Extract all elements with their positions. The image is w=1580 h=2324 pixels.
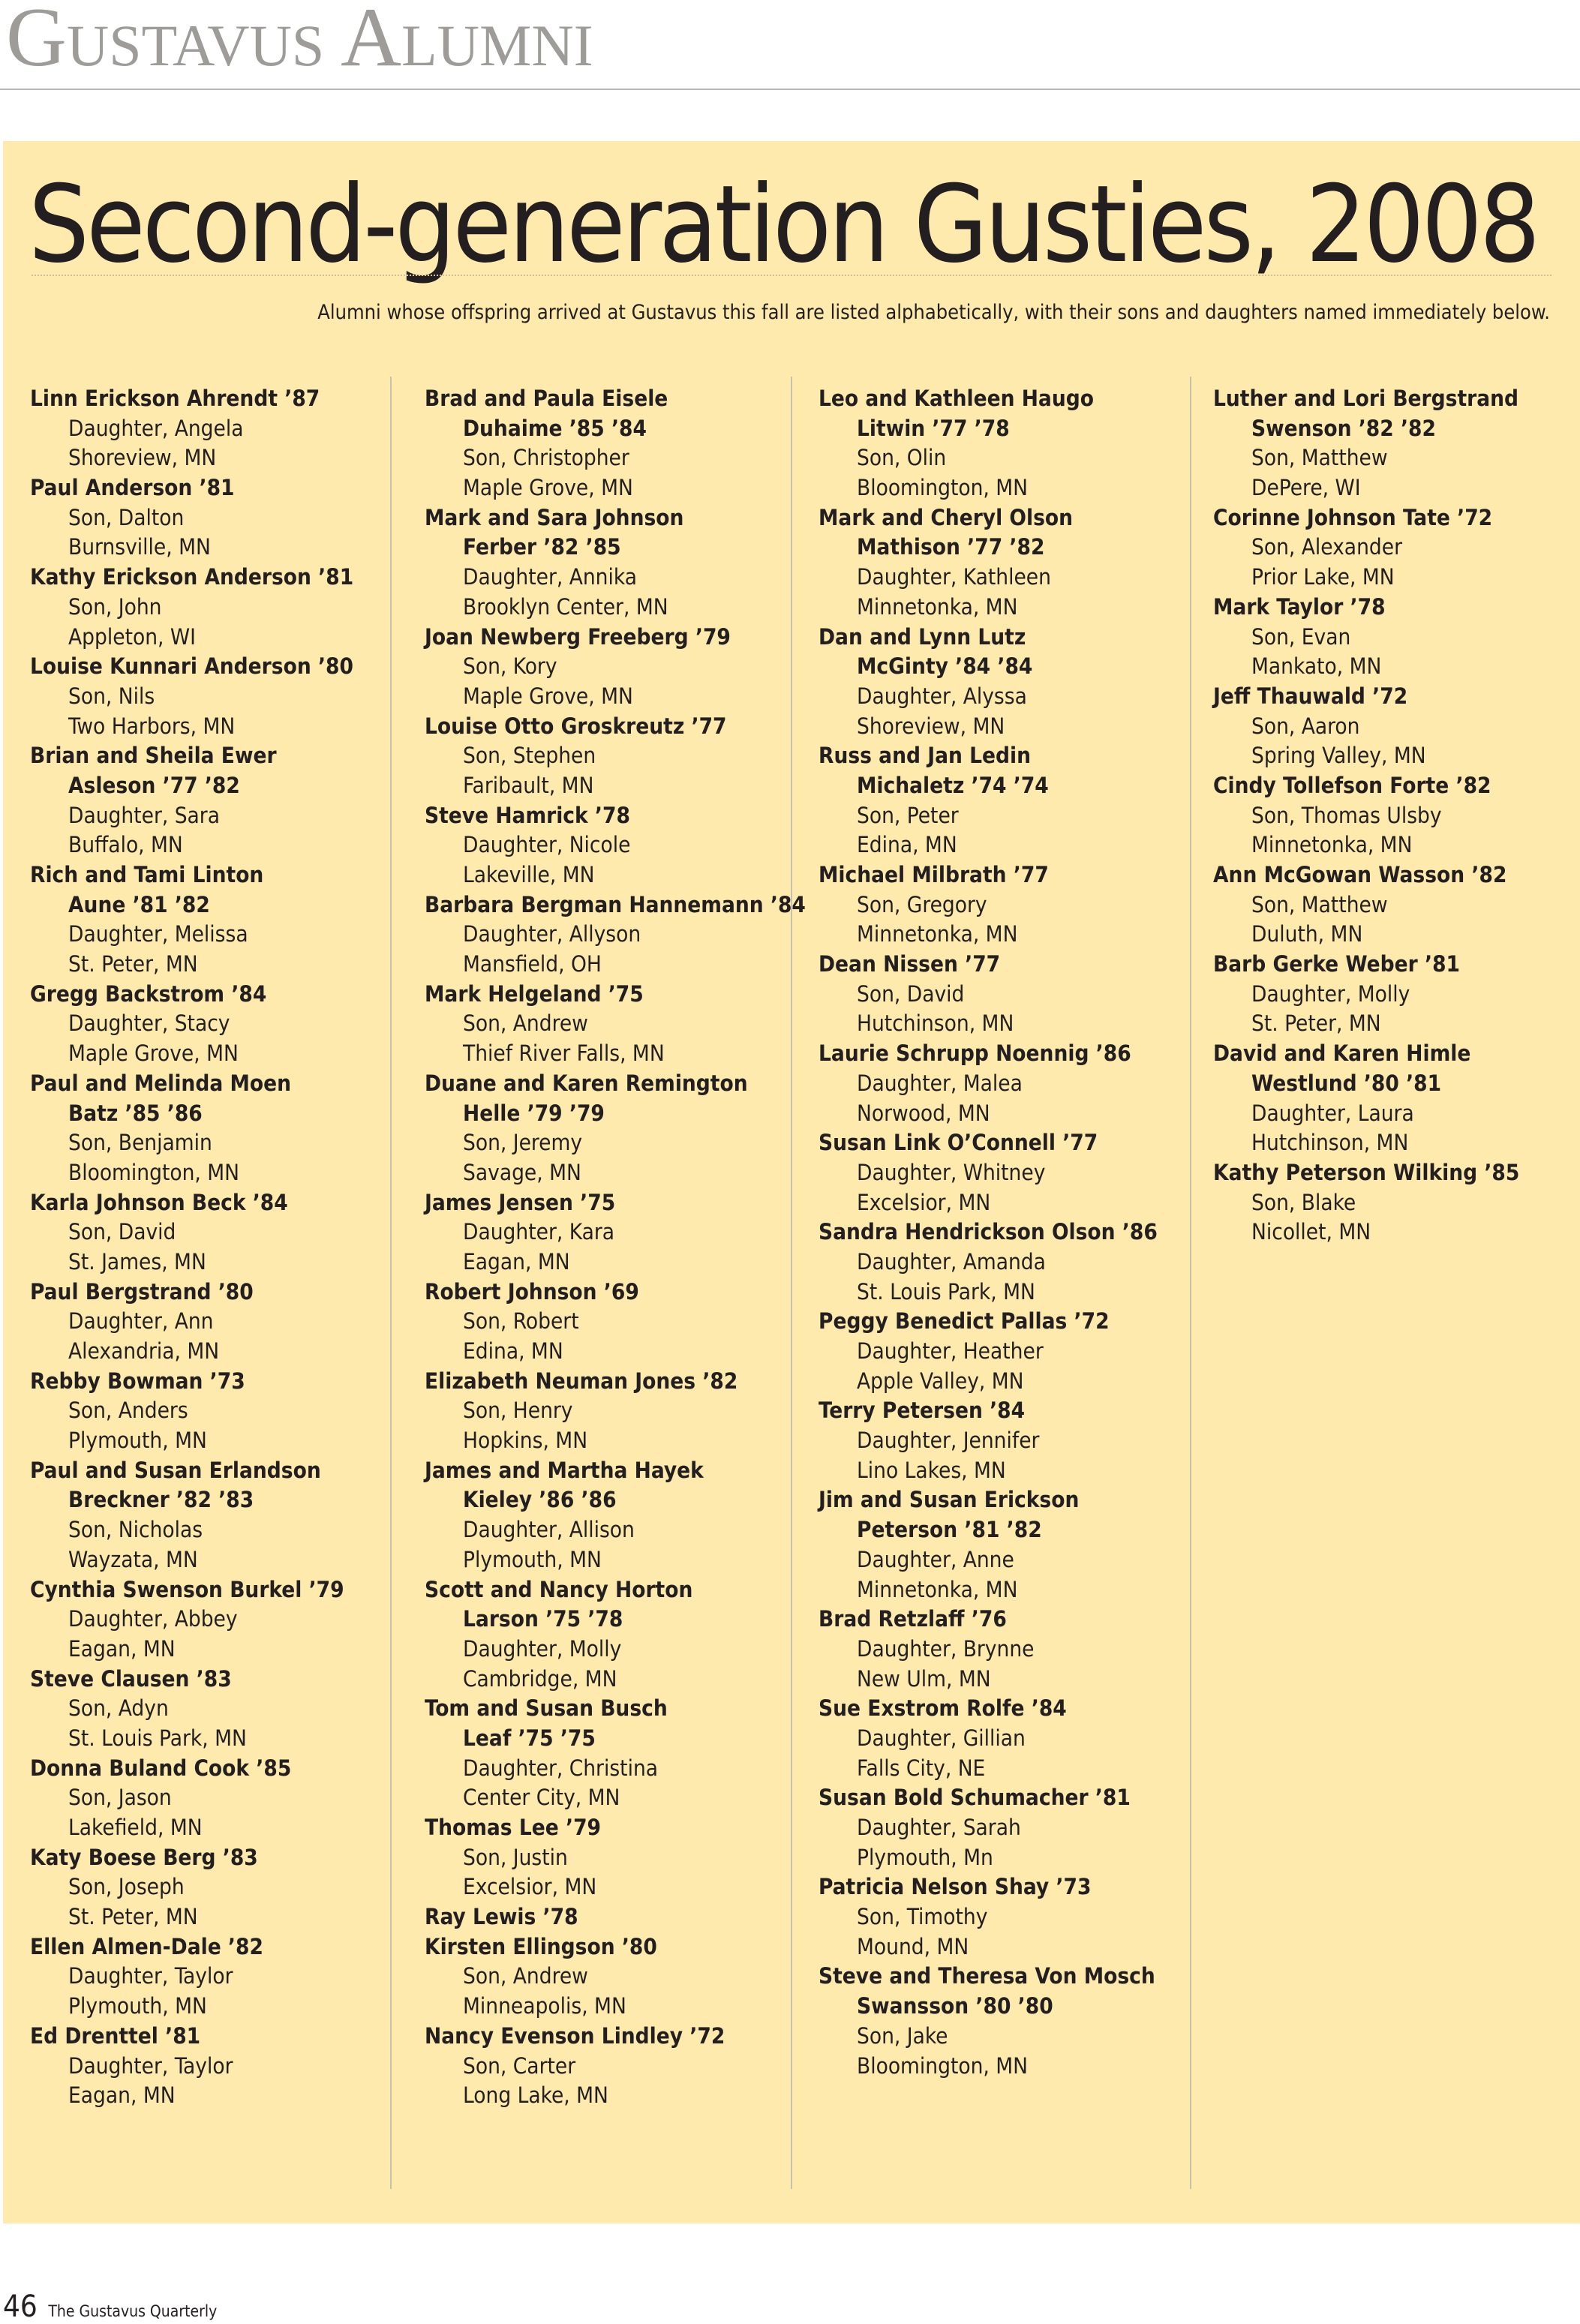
alumni-entry (1213, 860, 1580, 950)
parent-name: Robert Johnson ’69 (425, 1278, 639, 1305)
parent-name-continued: Asleson ’77 ’82 (68, 772, 240, 798)
parent-name-continued: Ferber ’82 ’85 (463, 534, 621, 560)
hometown: Mankato, MN (1251, 653, 1382, 680)
parent-name: Louise Otto Groskreutz ’77 (425, 713, 727, 739)
child-name: Daughter, Molly (463, 1635, 622, 1662)
alumni-entry (425, 1456, 800, 1575)
alumni-entry (819, 1128, 1194, 1218)
child-name: Daughter, Nicole (463, 832, 631, 858)
child-name: Daughter, Jennifer (857, 1428, 1040, 1454)
parent-name-continued: McGinty ’84 ’84 (857, 653, 1033, 680)
hometown: Burnsville, MN (68, 534, 211, 560)
parent-name: Barb Gerke Weber ’81 (1213, 951, 1461, 977)
alumni-entry (819, 1694, 1194, 1783)
child-name: Son, Nicholas (68, 1517, 203, 1543)
alumni-entry (30, 1665, 405, 1754)
child-name: Son, Gregory (857, 891, 987, 917)
child-name: Daughter, Molly (1251, 980, 1410, 1007)
hometown: Spring Valley, MN (1251, 743, 1426, 769)
hometown: Savage, MN (463, 1159, 581, 1185)
parent-name: Luther and Lori Bergstrand (1213, 386, 1519, 411)
parent-name: Ann McGowan Wasson ’82 (1213, 862, 1507, 887)
hometown: Appleton, WI (68, 623, 196, 650)
parent-name-continued: Peterson ’81 ’82 (857, 1517, 1042, 1543)
parent-name: David and Karen Himle (1213, 1040, 1471, 1067)
child-name: Daughter, Christina (463, 1755, 659, 1781)
hometown: Eagan, MN (463, 1248, 570, 1275)
hometown: Maple Grove, MN (463, 475, 633, 501)
hometown: Lakefield, MN (68, 1815, 203, 1840)
alumni-entry (425, 1188, 800, 1278)
hometown: Plymouth, MN (68, 1993, 207, 2019)
alumni-entry (1213, 1039, 1580, 1158)
parent-name: Dean Nissen ’77 (819, 951, 1001, 977)
hometown: Falls City, NE (857, 1755, 986, 1781)
parent-name: Nancy Evenson Lindley ’72 (425, 2022, 725, 2049)
parent-name: Jeff Thauwald ’72 (1213, 683, 1408, 709)
parent-name-continued: Litwin ’77 ’78 (857, 415, 1010, 441)
alumni-entry (30, 1456, 405, 1575)
child-name: Daughter, Annika (463, 564, 637, 590)
alumni-entry (1213, 771, 1580, 860)
alumni-entry (30, 1754, 405, 1843)
parent-name: Russ and Jan Ledin (819, 743, 1032, 769)
parent-name: Mark and Cheryl Olson (819, 504, 1074, 530)
parent-name: Paul Anderson ’81 (30, 475, 235, 501)
hometown: Hutchinson, MN (857, 1010, 1014, 1037)
parent-name: Dan and Lynn Lutz (819, 623, 1026, 650)
hometown: Eagan, MN (68, 1635, 176, 1662)
child-name: Daughter, Gillian (857, 1725, 1026, 1751)
parent-name: Mark and Sara Johnson (425, 504, 684, 530)
child-name: Son, Blake (1251, 1189, 1356, 1215)
parent-name-continued: Westlund ’80 ’81 (1251, 1070, 1442, 1096)
parent-name: Kirsten Ellingson ’80 (425, 1933, 657, 1959)
parent-name-continued: Swenson ’82 ’82 (1251, 415, 1436, 441)
parent-name: Steve Clausen ’83 (30, 1665, 232, 1692)
child-name: Son, Matthew (1251, 445, 1388, 471)
alumni-entry (30, 1278, 405, 1367)
parent-name: Patricia Nelson Shay ’73 (819, 1874, 1092, 1900)
alumni-entry (425, 1932, 800, 2022)
child-name: Daughter, Laura (1251, 1100, 1414, 1126)
child-name: Son, Jake (857, 2022, 948, 2049)
alumni-entry (819, 1605, 1194, 1694)
alumni-entry (425, 1902, 800, 1932)
hometown: St. Louis Park, MN (68, 1725, 247, 1751)
hometown: Minneapolis, MN (463, 1993, 626, 2019)
alumni-entry (819, 503, 1194, 623)
headline: Second-generation Gusties, 2008 (29, 163, 1538, 287)
alumni-entry (819, 860, 1194, 950)
hometown: Bloomington, MN (68, 1159, 240, 1185)
alumni-entry (425, 384, 800, 503)
parent-name-continued: Helle ’79 ’79 (463, 1100, 605, 1126)
hometown: Mansfield, OH (463, 951, 602, 977)
hometown: Excelsior, MN (857, 1189, 991, 1215)
alumni-entry (819, 1872, 1194, 1962)
child-name: Son, Dalton (68, 504, 185, 530)
alumni-entry (1213, 1158, 1580, 1248)
parent-name: Brad and Paula Eisele (425, 386, 668, 411)
page-footer (3, 2289, 217, 2324)
alumni-entry (425, 1575, 800, 1695)
hometown: Plymouth, MN (68, 1428, 207, 1454)
parent-name: Ed Drenttel ’81 (30, 2022, 201, 2049)
child-name: Son, Timothy (857, 1904, 988, 1930)
parent-name: Kathy Erickson Anderson ’81 (30, 564, 354, 590)
hometown: Eagan, MN (68, 2082, 176, 2109)
parent-name: Susan Bold Schumacher ’81 (819, 1785, 1131, 1811)
alumni-column-1 (30, 384, 405, 2111)
child-name: Daughter, Angela (68, 415, 244, 441)
child-name: Daughter, Taylor (68, 2052, 233, 2079)
parent-name: Brad Retzlaff ’76 (819, 1606, 1007, 1632)
hometown: Minnetonka, MN (857, 1576, 1018, 1602)
alumni-entry (819, 623, 1194, 742)
child-name: Son, Olin (857, 445, 947, 471)
parent-name: Duane and Karen Remington (425, 1070, 748, 1096)
parent-name: Elizabeth Neuman Jones ’82 (425, 1368, 738, 1394)
hometown: St. Peter, MN (68, 951, 198, 977)
hometown: Bloomington, MN (857, 475, 1029, 501)
parent-name-continued: Batz ’85 ’86 (68, 1100, 203, 1126)
hometown: Prior Lake, MN (1251, 564, 1395, 590)
hometown: Plymouth, Mn (857, 1844, 993, 1870)
hometown: Two Harbors, MN (68, 713, 236, 739)
publication-name: The Gustavus Quarterly (48, 2302, 218, 2320)
hometown: Long Lake, MN (463, 2082, 608, 2109)
child-name: Daughter, Heather (857, 1338, 1044, 1364)
parent-name: Steve Hamrick ’78 (425, 802, 630, 828)
alumni-entry (30, 980, 405, 1069)
parent-name-continued: Kieley ’86 ’86 (463, 1487, 617, 1513)
child-name: Son, Anders (68, 1398, 188, 1424)
alumni-entry (30, 384, 405, 473)
parent-name: Ellen Almen-Dale ’82 (30, 1933, 263, 1959)
page-header (0, 0, 1580, 90)
parent-name-continued: Breckner ’82 ’83 (68, 1487, 254, 1513)
alumni-entry (1213, 593, 1580, 682)
child-name: Son, Andrew (463, 1963, 588, 1989)
hometown: Wayzata, MN (68, 1546, 198, 1572)
alumni-entry (425, 623, 800, 712)
child-name: Son, Matthew (1251, 891, 1388, 917)
parent-name: Linn Erickson Ahrendt ’87 (30, 386, 320, 411)
child-name: Son, Justin (463, 1844, 568, 1870)
alumni-entry (425, 712, 800, 801)
alumni-entry (819, 384, 1194, 503)
parent-name-continued: Michaletz ’74 ’74 (857, 772, 1049, 798)
alumni-entry (425, 980, 800, 1069)
parent-name: Barbara Bergman Hannemann ’84 (425, 891, 806, 917)
parent-name: Ray Lewis ’78 (425, 1904, 578, 1930)
child-name: Son, Kory (463, 653, 557, 680)
hometown: St. Peter, MN (1251, 1010, 1381, 1037)
parent-name-continued: Mathison ’77 ’82 (857, 534, 1045, 560)
child-name: Son, Benjamin (68, 1130, 212, 1156)
child-name: Son, Andrew (463, 1010, 588, 1037)
child-name: Son, Thomas Ulsby (1251, 802, 1442, 828)
alumni-entry (30, 2022, 405, 2111)
parent-name-continued: Swansson ’80 ’80 (857, 1993, 1053, 2019)
child-name: Son, Carter (463, 2052, 576, 2079)
child-name: Son, Adyn (68, 1695, 169, 1722)
parent-name: Cynthia Swenson Burkel ’79 (30, 1576, 344, 1602)
child-name: Son, Henry (463, 1398, 573, 1424)
alumni-entry (819, 1962, 1194, 2081)
alumni-entry (819, 1039, 1194, 1128)
hometown: Brooklyn Center, MN (463, 593, 668, 620)
child-name: Daughter, Kara (463, 1219, 615, 1245)
child-name: Son, Jeremy (463, 1130, 583, 1156)
hometown: Norwood, MN (857, 1100, 990, 1126)
parent-name-continued: Aune ’81 ’82 (68, 891, 210, 917)
hometown: Shoreview, MN (68, 445, 217, 471)
parent-name: Brian and Sheila Ewer (30, 743, 277, 769)
hometown: Cambridge, MN (463, 1665, 617, 1692)
child-name: Son, Stephen (463, 743, 596, 769)
child-name: Daughter, Stacy (68, 1010, 230, 1037)
parent-name: Terry Petersen ’84 (819, 1398, 1026, 1424)
hometown: DePere, WI (1251, 475, 1361, 501)
parent-name: Karla Johnson Beck ’84 (30, 1189, 288, 1215)
parent-name: Katy Boese Berg ’83 (30, 1844, 258, 1870)
alumni-entry (30, 1367, 405, 1456)
alumni-entry (30, 1069, 405, 1188)
hometown: Minnetonka, MN (1251, 832, 1413, 858)
alumni-entry (30, 1932, 405, 2022)
alumni-entry (425, 890, 806, 980)
alumni-entry (425, 1278, 800, 1367)
alumni-entry (425, 1694, 800, 1813)
hometown: Apple Valley, MN (857, 1368, 1024, 1394)
parent-name: Corinne Johnson Tate ’72 (1213, 504, 1493, 530)
hometown: New Ulm, MN (857, 1665, 991, 1692)
parent-name: Rich and Tami Linton (30, 862, 264, 887)
alumni-entry (819, 1783, 1194, 1872)
child-name: Daughter, Ann (68, 1308, 214, 1335)
parent-name: Donna Buland Cook ’85 (30, 1755, 292, 1781)
hometown: Nicollet, MN (1251, 1219, 1371, 1245)
alumni-entry (1213, 503, 1580, 593)
parent-name-continued: Larson ’75 ’78 (463, 1606, 623, 1632)
hometown: Edina, MN (857, 832, 957, 858)
child-name: Son, Peter (857, 802, 959, 828)
alumni-entry (425, 1069, 800, 1188)
parent-name: Leo and Kathleen Haugo (819, 386, 1094, 411)
hometown: Mound, MN (857, 1933, 969, 1959)
child-name: Son, Alexander (1251, 534, 1402, 560)
parent-name: Sandra Hendrickson Olson ’86 (819, 1219, 1158, 1245)
parent-name: Kathy Peterson Wilking ’85 (1213, 1159, 1520, 1185)
parent-name: Joan Newberg Freeberg ’79 (425, 623, 731, 650)
parent-name: Laurie Schrupp Noennig ’86 (819, 1040, 1131, 1067)
child-name: Daughter, Amanda (857, 1248, 1046, 1275)
child-name: Son, Evan (1251, 623, 1351, 650)
parent-name-continued: Duhaime ’85 ’84 (463, 415, 647, 441)
hometown: Minnetonka, MN (857, 593, 1018, 620)
child-name: Daughter, Allison (463, 1517, 635, 1543)
subhead: Alumni whose offspring arrived at Gustavus this fall are listed alphabetically, with their sons and daughters named immediately below. (317, 301, 1550, 324)
child-name: Son, Aaron (1251, 713, 1360, 739)
child-name: Son, Nils (68, 683, 155, 709)
parent-name: Paul and Melinda Moen (30, 1070, 292, 1096)
parent-name: Tom and Susan Busch (425, 1695, 668, 1722)
child-name: Son, Robert (463, 1308, 579, 1335)
child-name: Daughter, Melissa (68, 921, 248, 947)
alumni-entry (30, 652, 405, 741)
headline-dotted-rule (32, 275, 1551, 276)
parent-name: Cindy Tollefson Forte ’82 (1213, 772, 1491, 798)
parent-name: Paul and Susan Erlandson (30, 1457, 321, 1483)
hometown: St. Peter, MN (68, 1904, 198, 1930)
parent-name: James Jensen ’75 (425, 1189, 616, 1215)
alumni-entry (1213, 682, 1580, 771)
alumni-entry (30, 1575, 405, 1665)
parent-name: Louise Kunnari Anderson ’80 (30, 653, 353, 680)
child-name: Daughter, Anne (857, 1546, 1014, 1572)
alumni-entry (1213, 384, 1580, 503)
parent-name: Susan Link O’Connell ’77 (819, 1130, 1098, 1156)
parent-name: James and Martha Hayek (425, 1457, 704, 1483)
hometown: Minnetonka, MN (857, 921, 1018, 947)
hometown: Lakeville, MN (463, 862, 595, 887)
alumni-entry (819, 741, 1194, 860)
parent-name: Gregg Backstrom ’84 (30, 980, 267, 1007)
child-name: Daughter, Sarah (857, 1815, 1021, 1840)
child-name: Son, John (68, 593, 162, 620)
hometown: Maple Grove, MN (463, 683, 633, 709)
parent-name: Paul Bergstrand ’80 (30, 1278, 254, 1305)
alumni-entry (819, 1396, 1194, 1485)
hometown: Duluth, MN (1251, 921, 1363, 947)
hometown: Plymouth, MN (463, 1546, 602, 1572)
parent-name: Jim and Susan Erickson (819, 1487, 1080, 1513)
parent-name: Mark Helgeland ’75 (425, 980, 644, 1007)
hometown: Hopkins, MN (463, 1428, 588, 1454)
alumni-entry (425, 2022, 800, 2111)
child-name: Son, David (857, 980, 965, 1007)
alumni-column-3 (819, 384, 1194, 2081)
page-number: 46 (3, 2289, 38, 2324)
parent-name-continued: Leaf ’75 ’75 (463, 1725, 596, 1751)
hometown: Maple Grove, MN (68, 1040, 239, 1067)
hometown: Center City, MN (463, 1785, 620, 1811)
child-name: Daughter, Malea (857, 1070, 1023, 1096)
alumni-entry (819, 1485, 1194, 1605)
child-name: Son, Jason (68, 1785, 172, 1811)
hometown: Excelsior, MN (463, 1874, 597, 1900)
alumni-column-4 (1213, 384, 1580, 1248)
alumni-entry (425, 801, 800, 890)
hometown: Hutchinson, MN (1251, 1130, 1409, 1156)
child-name: Daughter, Sara (68, 802, 220, 828)
alumni-entry (819, 1307, 1194, 1396)
parent-name: Steve and Theresa Von Mosch (819, 1963, 1155, 1989)
alumni-entry (30, 563, 405, 652)
header-rule (0, 89, 1580, 90)
parent-name: Mark Taylor ’78 (1213, 593, 1386, 620)
alumni-entry (30, 1843, 405, 1932)
hometown: Shoreview, MN (857, 713, 1005, 739)
child-name: Daughter, Allyson (463, 921, 641, 947)
alumni-entry (819, 1218, 1194, 1307)
child-name: Daughter, Kathleen (857, 564, 1051, 590)
child-name: Daughter, Whitney (857, 1159, 1046, 1185)
parent-name: Scott and Nancy Horton (425, 1576, 693, 1602)
child-name: Son, Christopher (463, 445, 629, 471)
hometown: Lino Lakes, MN (857, 1457, 1006, 1483)
child-name: Daughter, Abbey (68, 1606, 238, 1632)
parent-name: Sue Exstrom Rolfe ’84 (819, 1695, 1067, 1722)
hometown: Alexandria, MN (68, 1338, 220, 1364)
alumni-entry (819, 950, 1194, 1039)
alumni-entry (30, 1188, 405, 1278)
child-name: Daughter, Taylor (68, 1963, 233, 1989)
hometown: St. Louis Park, MN (857, 1278, 1035, 1305)
parent-name: Michael Milbrath ’77 (819, 862, 1049, 887)
parent-name: Rebby Bowman ’73 (30, 1368, 245, 1394)
alumni-entry (30, 473, 405, 563)
alumni-entry (1213, 950, 1580, 1039)
hometown: St. James, MN (68, 1248, 206, 1275)
alumni-entry (425, 503, 800, 623)
child-name: Daughter, Brynne (857, 1635, 1035, 1662)
hometown: Thief River Falls, MN (463, 1040, 665, 1067)
alumni-entry (30, 860, 405, 980)
alumni-entry (30, 741, 405, 860)
hometown: Bloomington, MN (857, 2052, 1029, 2079)
parent-name: Thomas Lee ’79 (425, 1815, 602, 1840)
child-name: Son, David (68, 1219, 176, 1245)
hometown: Edina, MN (463, 1338, 563, 1364)
parent-name: Peggy Benedict Pallas ’72 (819, 1308, 1110, 1335)
child-name: Daughter, Alyssa (857, 683, 1027, 709)
alumni-column-2 (425, 384, 806, 2111)
alumni-entry (425, 1367, 800, 1456)
hometown: Faribault, MN (463, 772, 594, 798)
alumni-entry (425, 1813, 800, 1902)
hometown: Buffalo, MN (68, 832, 183, 858)
child-name: Son, Joseph (68, 1874, 185, 1900)
section-title: Gustavus Alumni (6, 0, 593, 84)
